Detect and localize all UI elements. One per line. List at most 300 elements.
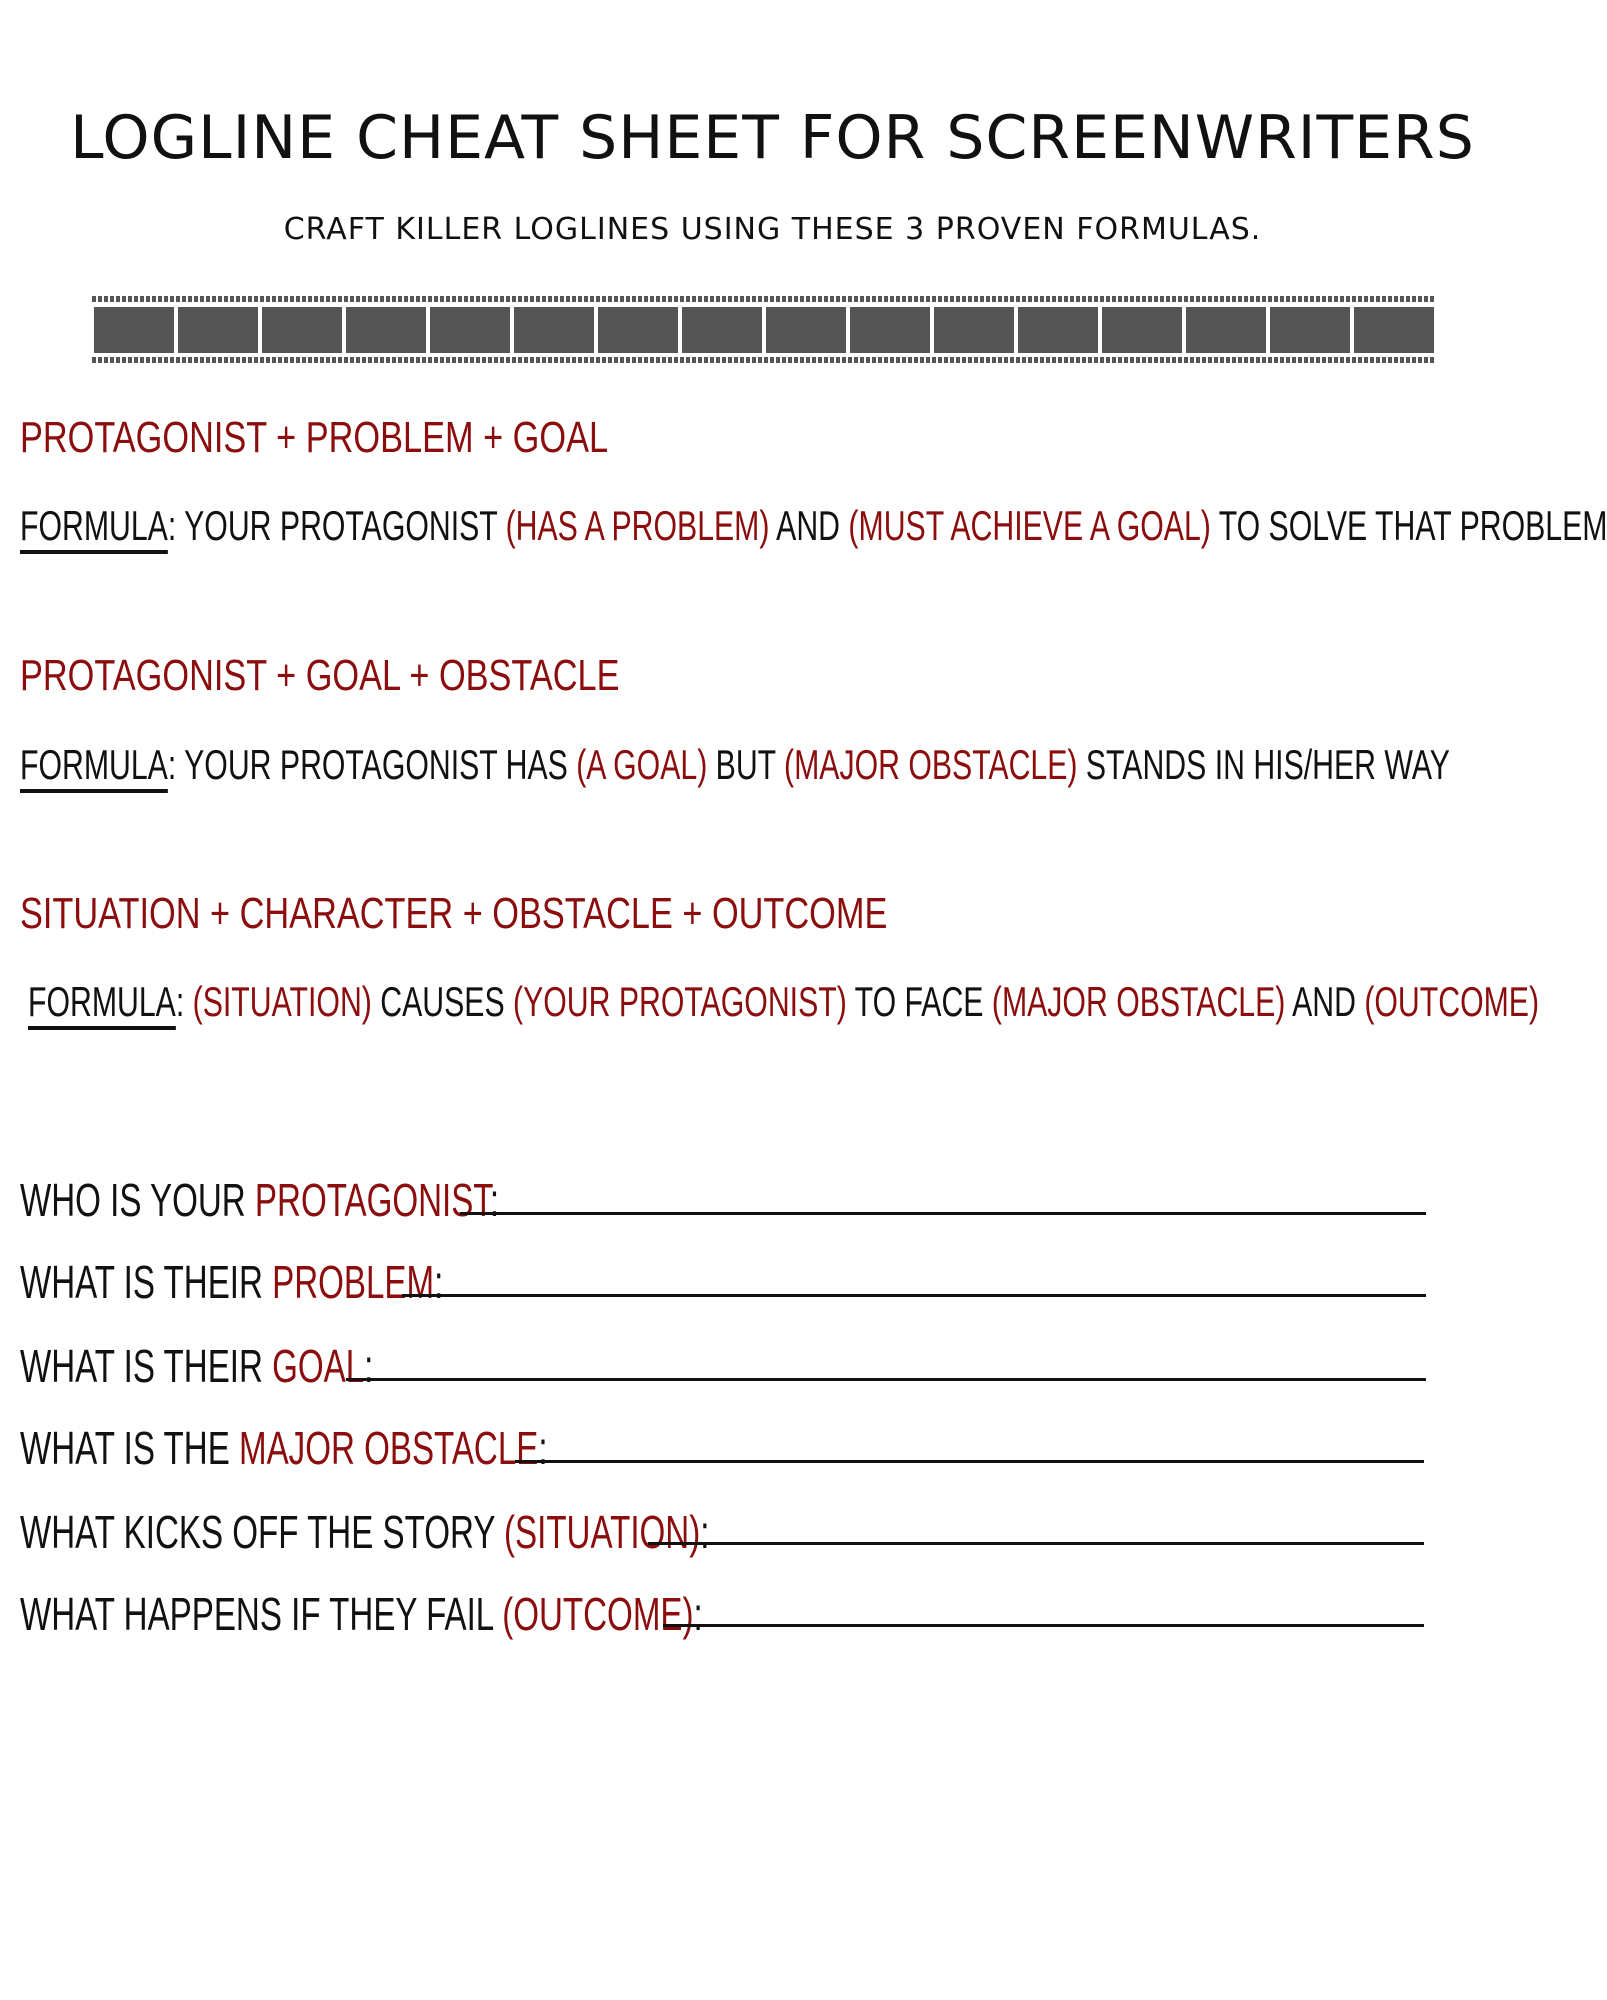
filmstrip-perforation [1292,357,1296,363]
filmstrip-perforation [416,357,420,363]
filmstrip-perforation [410,357,414,363]
filmstrip-perforation [602,357,606,363]
filmstrip-perforation [992,296,996,302]
formula-label: FORMULA [20,502,168,549]
filmstrip-perforation [128,357,132,363]
filmstrip-perforation [314,357,318,363]
page-subtitle: CRAFT KILLER LOGLINES USING THESE 3 PROVEN FORMULAS. [283,212,1262,247]
filmstrip-perforation [1034,357,1038,363]
filmstrip-perforation [1010,357,1014,363]
filmstrip-perforation [986,357,990,363]
filmstrip-perforation [146,296,150,302]
filmstrip-perforation [866,296,870,302]
filmstrip-perforation [608,296,612,302]
filmstrip-perforation [344,296,348,302]
filmstrip-perforation [128,296,132,302]
filmstrip-perforation [1124,357,1128,363]
question-situation [20,1500,978,1560]
filmstrip-perforation [116,357,120,363]
filmstrip-perforation [962,357,966,363]
filmstrip-perforation [1424,357,1428,363]
filmstrip-perforation [674,357,678,363]
filmstrip-perforation [1112,357,1116,363]
filmstrip-perforation [170,296,174,302]
formula-part: YOUR PROTAGONIST [184,502,506,549]
filmstrip-perforation [1412,357,1416,363]
filmstrip-perforation [1358,357,1362,363]
filmstrip-perforation [1082,357,1086,363]
formula-3-heading: SITUATION + CHARACTER + OBSTACLE + OUTCOME [20,889,888,938]
filmstrip-perforation [308,296,312,302]
filmstrip-perforation [230,296,234,302]
answer-line-protagonist[interactable] [460,1212,1426,1215]
filmstrip-perforation [620,296,624,302]
formula-part-accent: (HAS A PROBLEM) [505,502,770,549]
filmstrip-perforation [800,296,804,302]
answer-line-outcome[interactable] [663,1624,1424,1627]
filmstrip-perforation [218,296,222,302]
filmstrip-perforation [932,357,936,363]
filmstrip-perforation [320,296,324,302]
filmstrip-perforation [1022,296,1026,302]
filmstrip-perforation [1058,296,1062,302]
filmstrip-perforation [1214,357,1218,363]
filmstrip-perforation [470,357,474,363]
formula-label: FORMULA [20,741,168,788]
filmstrip-perforation [500,357,504,363]
filmstrip-perforation [686,357,690,363]
filmstrip-perforation [1124,296,1128,302]
filmstrip-perforation [1352,296,1356,302]
filmstrip-perforation [536,357,540,363]
filmstrip-perforation [560,357,564,363]
filmstrip-perforation [914,296,918,302]
filmstrip-perforation [1028,296,1032,302]
filmstrip-perforation [122,296,126,302]
filmstrip-perforation [314,296,318,302]
filmstrip-perforation [662,296,666,302]
filmstrip-perforation [134,357,138,363]
filmstrip-perforation [848,296,852,302]
filmstrip-frame [850,307,930,353]
filmstrip-perforation [824,357,828,363]
filmstrip-perforation [1274,296,1278,302]
page-title: LOGLINE CHEAT SHEET FOR SCREENWRITERS [70,103,1475,173]
filmstrip-perforation [1250,296,1254,302]
filmstrip-perforation [1226,296,1230,302]
filmstrip-perforation [164,296,168,302]
filmstrip-perforation [1328,357,1332,363]
filmstrip-perforation [554,296,558,302]
filmstrip-perforation [578,296,582,302]
filmstrip-perforation [236,296,240,302]
filmstrip-perforation [950,296,954,302]
filmstrip-perforation [854,296,858,302]
filmstrip-perforation [356,357,360,363]
question-goal [20,1334,511,1394]
filmstrip-perforations-top [92,296,1434,302]
filmstrip-perforation [698,296,702,302]
filmstrip-perforation [1202,296,1206,302]
filmstrip-perforation [650,357,654,363]
filmstrip-perforation [986,296,990,302]
filmstrip-perforation [1160,296,1164,302]
filmstrip-perforation [266,296,270,302]
filmstrip-perforation [194,357,198,363]
filmstrip-perforation [1022,357,1026,363]
filmstrip-perforation [914,357,918,363]
formula-part: AND [1285,978,1365,1025]
filmstrip-perforation [122,357,126,363]
filmstrip-perforation [800,357,804,363]
filmstrip-perforation [1316,296,1320,302]
filmstrip-perforation [434,357,438,363]
filmstrip-perforation [152,357,156,363]
filmstrip-perforation [476,296,480,302]
filmstrip-perforation [626,296,630,302]
filmstrip-perforation [1136,296,1140,302]
filmstrip-perforation [236,357,240,363]
filmstrip-frame [934,307,1014,353]
filmstrip-perforation [824,296,828,302]
question-label: WHAT IS THEIR GOAL: [20,1340,374,1392]
filmstrip-perforation [512,296,516,302]
filmstrip-perforation [1310,296,1314,302]
filmstrip-perforation [1106,296,1110,302]
question-major-obstacle [20,1416,753,1476]
filmstrip-perforation [1304,296,1308,302]
answer-line-goal[interactable] [346,1378,1426,1381]
filmstrip-perforation [1364,357,1368,363]
filmstrip-perforation [740,296,744,302]
filmstrip-perforation [998,296,1002,302]
filmstrip-perforation [650,296,654,302]
answer-line-major-obstacle[interactable] [515,1460,1424,1463]
filmstrip-perforation [524,296,528,302]
filmstrip-perforation [716,296,720,302]
filmstrip-perforation [1088,357,1092,363]
filmstrip-perforation [572,357,576,363]
filmstrip-perforation [278,357,282,363]
question-label: WHAT IS THE MAJOR OBSTACLE: [20,1422,548,1474]
filmstrip-perforation [416,296,420,302]
filmstrip-perforation [596,296,600,302]
filmstrip-perforation [1106,357,1110,363]
filmstrip-frame [94,307,174,353]
filmstrip-perforation [1304,357,1308,363]
filmstrip-perforation [878,296,882,302]
filmstrip-perforation [188,357,192,363]
filmstrip-perforation [944,357,948,363]
filmstrip-perforation [992,357,996,363]
filmstrip-perforation [1094,296,1098,302]
filmstrip-perforation [1076,357,1080,363]
filmstrip-perforation [812,357,816,363]
filmstrip-perforation [1142,357,1146,363]
filmstrip-perforation [140,296,144,302]
filmstrip-perforation [1358,296,1362,302]
filmstrip-perforation [632,357,636,363]
filmstrip-perforation [398,357,402,363]
filmstrip-perforation [344,357,348,363]
filmstrip-perforation [776,296,780,302]
filmstrip-perforation [434,296,438,302]
filmstrip-perforation [218,357,222,363]
filmstrip-perforation [1262,296,1266,302]
filmstrip-perforation [1286,296,1290,302]
filmstrip-perforation [908,296,912,302]
filmstrip-perforation [1076,296,1080,302]
filmstrip-perforation [776,357,780,363]
filmstrip-perforation [1268,357,1272,363]
filmstrip-frame [514,307,594,353]
filmstrip-perforation [374,296,378,302]
filmstrip-perforation [1130,296,1134,302]
filmstrip-perforation [278,296,282,302]
filmstrip-perforation [1118,296,1122,302]
filmstrip-perforation [1178,296,1182,302]
filmstrip-perforation [1016,357,1020,363]
filmstrip-perforation [1154,296,1158,302]
formula-3-line [28,974,1539,1030]
filmstrip-perforation [152,296,156,302]
filmstrip-frame [682,307,762,353]
filmstrip-perforation [1148,296,1152,302]
filmstrip-perforation [872,357,876,363]
filmstrip-perforation [1214,296,1218,302]
filmstrip-perforation [248,296,252,302]
filmstrip-perforation [110,357,114,363]
filmstrip-perforation [1238,357,1242,363]
filmstrip-perforation [92,296,96,302]
filmstrip-frame [178,307,258,353]
filmstrip-perforation [764,357,768,363]
filmstrip-perforation [1340,357,1344,363]
filmstrip-perforation [746,296,750,302]
filmstrip-perforation [656,357,660,363]
filmstrip-perforation [596,357,600,363]
answer-line-situation[interactable] [648,1542,1424,1545]
filmstrip-perforation [662,357,666,363]
filmstrip-perforation [836,357,840,363]
filmstrip-perforation [1070,357,1074,363]
filmstrip-perforation [182,357,186,363]
filmstrip-perforation [1148,357,1152,363]
filmstrip-perforation [1310,357,1314,363]
filmstrip-perforation [548,296,552,302]
filmstrip-perforation [842,296,846,302]
filmstrip-perforation [332,296,336,302]
filmstrip-perforation [638,357,642,363]
filmstrip-perforation [788,296,792,302]
filmstrip-perforation [884,357,888,363]
filmstrip-perforation [716,357,720,363]
filmstrip-perforation [1232,357,1236,363]
filmstrip-perforation [968,357,972,363]
filmstrip-perforation [380,357,384,363]
filmstrip-perforation [1274,357,1278,363]
formula-colon: : [167,502,185,549]
filmstrip-perforation [224,296,228,302]
filmstrip-perforation [1166,296,1170,302]
filmstrip-perforation [638,296,642,302]
filmstrip-perforation [710,296,714,302]
filmstrip-perforation [1376,296,1380,302]
filmstrip-perforation [962,296,966,302]
filmstrip-perforation [572,296,576,302]
filmstrip-perforation [392,357,396,363]
filmstrip-frame [346,307,426,353]
filmstrip-perforation [476,357,480,363]
filmstrip-perforation [590,357,594,363]
filmstrip-perforation [860,296,864,302]
filmstrip-perforation [200,357,204,363]
filmstrip-perforation [938,296,942,302]
filmstrip-perforation [950,357,954,363]
filmstrip-perforation [1292,296,1296,302]
filmstrip-perforation [530,296,534,302]
filmstrip-perforation [1202,357,1206,363]
filmstrip-perforation [842,357,846,363]
filmstrip-perforation [542,296,546,302]
filmstrip-perforation [242,357,246,363]
filmstrip-perforation [692,296,696,302]
filmstrip-perforation [440,357,444,363]
formula-part: STANDS IN HIS/HER WAY [1077,741,1450,788]
filmstrip-perforation [254,357,258,363]
filmstrip-perforation [674,296,678,302]
filmstrip-perforation [1220,357,1224,363]
filmstrip-perforation [206,296,210,302]
filmstrip-perforation [866,357,870,363]
filmstrip-perforation [890,296,894,302]
filmstrip-perforation [812,296,816,302]
filmstrip-perforation [1334,296,1338,302]
filmstrip-perforation [806,296,810,302]
filmstrip-perforation [854,357,858,363]
filmstrip-perforation [1388,357,1392,363]
filmstrip-perforation [182,296,186,302]
filmstrip-perforation [728,357,732,363]
filmstrip-perforation [542,357,546,363]
filmstrip-perforation [224,357,228,363]
filmstrip-perforation [290,357,294,363]
filmstrip-perforation [230,357,234,363]
filmstrip-perforation [134,296,138,302]
formula-2-line [20,737,1450,793]
question-label: WHAT IS THEIR PROBLEM: [20,1256,444,1308]
filmstrip-perforation [1280,357,1284,363]
formula-colon: : [167,741,185,788]
filmstrip-perforation [704,357,708,363]
formula-2-heading: PROTAGONIST + GOAL + OBSTACLE [20,651,620,700]
filmstrip-perforation [1418,296,1422,302]
filmstrip-perforation [1172,357,1176,363]
filmstrip-perforation [338,296,342,302]
filmstrip-perforation [1412,296,1416,302]
filmstrip-perforation [554,357,558,363]
filmstrip-perforation [248,357,252,363]
filmstrip-perforation [194,296,198,302]
filmstrip-frame [1270,307,1350,353]
filmstrip-perforation [1088,296,1092,302]
question-label: WHAT HAPPENS IF THEY FAIL (OUTCOME): [20,1588,703,1640]
filmstrip-perforation [266,357,270,363]
filmstrip-perforation [1406,357,1410,363]
filmstrip-perforation [968,296,972,302]
filmstrip-perforation [758,296,762,302]
filmstrip-perforation [326,357,330,363]
filmstrip-perforation [398,296,402,302]
filmstrip-perforation [290,296,294,302]
filmstrip-perforation [1352,357,1356,363]
formula-part-accent: (A GOAL) [576,741,708,788]
filmstrip-perforation [1064,357,1068,363]
filmstrip-perforation [380,296,384,302]
filmstrip-perforation [1058,357,1062,363]
formula-part-accent: (YOUR PROTAGONIST) [513,978,847,1025]
filmstrip-perforation [644,296,648,302]
filmstrip-perforation [680,296,684,302]
formula-1-line [20,498,1607,554]
filmstrip-perforation [1382,357,1386,363]
filmstrip-perforation [164,357,168,363]
answer-line-problem[interactable] [402,1294,1426,1297]
filmstrip-perforation [1136,357,1140,363]
filmstrip-perforation [1130,357,1134,363]
filmstrip-perforation [920,357,924,363]
filmstrip-perforation [404,296,408,302]
filmstrip-perforation [104,357,108,363]
question-label: WHAT KICKS OFF THE STORY (SITUATION): [20,1506,710,1558]
filmstrip-perforation [710,357,714,363]
filmstrip-perforation [1322,296,1326,302]
filmstrip-perforation [386,357,390,363]
filmstrip-perforation [158,296,162,302]
filmstrip-perforation [1346,357,1350,363]
filmstrip-perforation [974,296,978,302]
formula-part-accent: (OUTCOME) [1364,978,1540,1025]
filmstrip-perforation [704,296,708,302]
filmstrip-perforation [1154,357,1158,363]
filmstrip-perforation [404,357,408,363]
filmstrip-perforation [620,357,624,363]
filmstrip-perforation [788,357,792,363]
formula-part-accent: (MUST ACHIEVE A GOAL) [848,502,1211,549]
filmstrip-divider [90,295,1438,365]
filmstrip-perforation [506,296,510,302]
filmstrip-perforation [470,296,474,302]
filmstrip-perforation [1244,296,1248,302]
filmstrip-perforation [896,296,900,302]
filmstrip-perforation [1364,296,1368,302]
filmstrip-perforation [794,296,798,302]
filmstrip-perforation [1208,296,1212,302]
filmstrip-perforation [644,357,648,363]
filmstrip-perforation [1118,357,1122,363]
filmstrip-perforation [902,296,906,302]
filmstrip-perforation [728,296,732,302]
question-outcome [20,1582,968,1642]
formula-1-heading: PROTAGONIST + PROBLEM + GOAL [20,413,609,462]
filmstrip-perforation [98,296,102,302]
filmstrip-perforation [392,296,396,302]
filmstrip-perforation [1262,357,1266,363]
filmstrip-perforation [1430,357,1434,363]
filmstrip-perforation [1406,296,1410,302]
filmstrip-perforation [680,357,684,363]
filmstrip-perforation [488,296,492,302]
